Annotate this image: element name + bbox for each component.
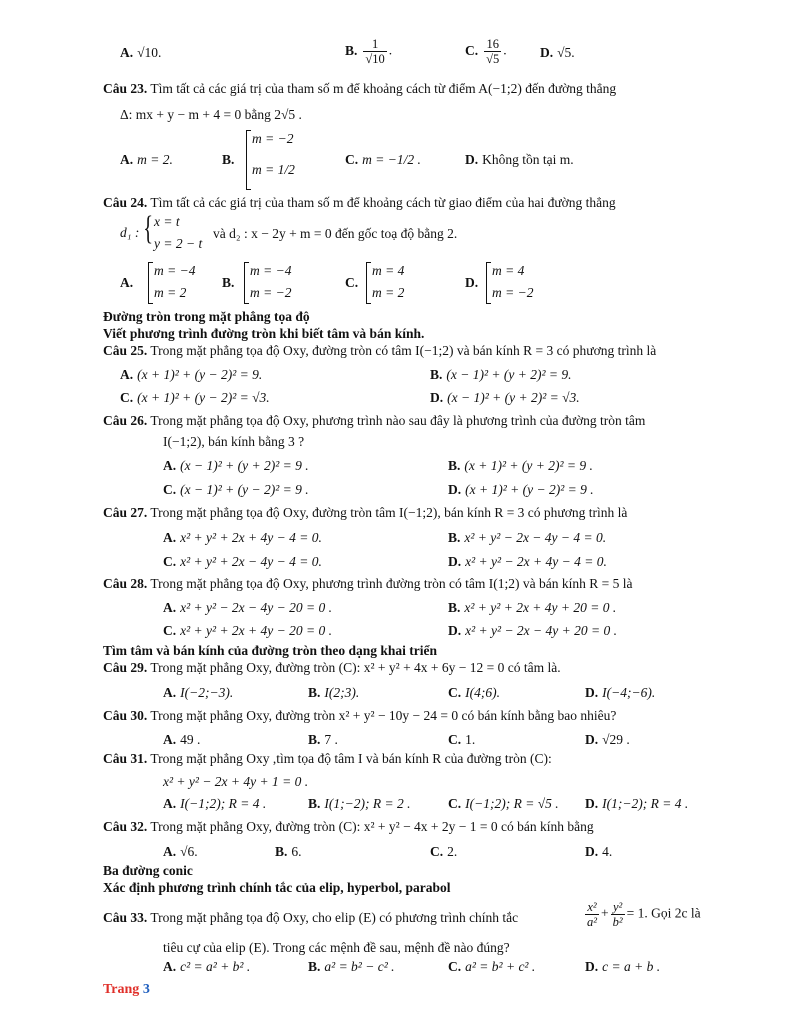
q29-option-b: B. I(2;3). bbox=[308, 685, 360, 700]
q27-option-a: A. x² + y² + 2x + 4y − 4 = 0. bbox=[163, 530, 322, 545]
q30-question: Câu 30. Trong mặt phẳng Oxy, đường tròn x² + y² − 10y − 24 = 0 có bán kính bằng bao nhiêu? bbox=[103, 708, 617, 723]
q32-option-a: A. √6. bbox=[163, 844, 198, 859]
q24-option-b-bracket bbox=[244, 262, 249, 304]
q33-option-d: D. c = a + b . bbox=[585, 959, 661, 974]
q23-question: Câu 23. Tìm tất cả các giá trị của tham số m để khoảng cách từ điểm A(−1;2) đến đường thẳng bbox=[103, 81, 617, 96]
q26-option-b: B. (x + 1)² + (y + 2)² = 9 . bbox=[448, 458, 593, 473]
q24-option-d-bracket bbox=[486, 262, 491, 304]
q26-option-c: C. (x − 1)² + (y − 2)² = 9 . bbox=[163, 482, 309, 497]
q26-question-line2: I(−1;2), bán kính bằng 3 ? bbox=[163, 434, 305, 449]
q32-option-b: B. 6. bbox=[275, 844, 302, 859]
q24-option-c-line2: m = 2 bbox=[372, 285, 405, 300]
q24-option-c-bracket bbox=[366, 262, 371, 304]
q33-option-c: C. a² = b² + c² . bbox=[448, 959, 536, 974]
q25-option-b: B. (x − 1)² + (y + 2)² = 9. bbox=[430, 367, 572, 382]
q28-option-a: A. x² + y² − 2x − 4y − 20 = 0 . bbox=[163, 600, 332, 615]
q24-d1-line1: x = t bbox=[154, 214, 180, 229]
q24-question: Câu 24. Tìm tất cả các giá trị của tham số m để khoảng cách từ giao điểm của hai đường thẳng bbox=[103, 195, 616, 210]
q30-option-b: B. 7 . bbox=[308, 732, 338, 747]
q24-d1-label: d₁ : bbox=[120, 225, 140, 240]
q31-option-d: D. I(1;−2); R = 4 . bbox=[585, 796, 689, 811]
q26-option-a: A. (x − 1)² + (y + 2)² = 9 . bbox=[163, 458, 309, 473]
q24-option-d-key: D. bbox=[465, 275, 479, 290]
q29-question: Câu 29. Trong mặt phẳng Oxy, đường tròn (C): x² + y² + 4x + 6y − 12 = 0 có tâm là. bbox=[103, 660, 561, 675]
q24-option-a-line2: m = 2 bbox=[154, 285, 187, 300]
q22-option-c: C. $\frac{16}{√5}$ . bbox=[465, 37, 507, 66]
section-heading-circle: Đường tròn trong mặt phẳng tọa độ bbox=[103, 309, 310, 324]
q24-option-b-key: B. bbox=[222, 275, 235, 290]
q24-question-line2: và d₂ : x − 2y + m = 0 đến gốc toạ độ bằng 2. bbox=[213, 226, 458, 241]
q27-option-d: D. x² + y² − 2x + 4y − 4 = 0. bbox=[448, 554, 607, 569]
q31-option-c: C. I(−1;2); R = √5 . bbox=[448, 796, 559, 811]
q30-option-a: A. 49 . bbox=[163, 732, 201, 747]
q28-option-d: D. x² + y² − 2x − 4y + 20 = 0 . bbox=[448, 623, 617, 638]
q32-question: Câu 32. Trong mặt phẳng Oxy, đường tròn (C): x² + y² − 4x + 2y − 1 = 0 có bán kính bằng bbox=[103, 819, 594, 834]
page-footer bbox=[103, 982, 150, 998]
q33-ellipse-equation: $\frac{\text{x²}}{\text{a²}}$ + $\frac{\text{y²}}{\text{b²}}$ = 1. Gọi 2c là bbox=[587, 900, 701, 929]
q23-option-c: C. m = −1/2 . bbox=[345, 152, 421, 167]
q33-option-b: B. a² = b² − c² . bbox=[308, 959, 395, 974]
q27-question: Câu 27. Trong mặt phẳng tọa độ Oxy, đường tròn tâm I(−1;2), bán kính R = 3 có phương trình là bbox=[103, 505, 628, 520]
q33-question: Câu 33. Trong mặt phẳng tọa độ Oxy, cho elip (E) có phương trình chính tắc bbox=[103, 910, 519, 925]
q24-option-b-line1: m = −4 bbox=[250, 263, 292, 278]
q25-option-d: D. (x − 1)² + (y + 2)² = √3. bbox=[430, 390, 580, 405]
q24-option-d-line2: m = −2 bbox=[492, 285, 534, 300]
q29-option-a: A. I(−2;−3). bbox=[163, 685, 234, 700]
q27-option-c: C. x² + y² + 2x − 4y − 4 = 0. bbox=[163, 554, 322, 569]
q28-question: Câu 28. Trong mặt phẳng tọa độ Oxy, phương trình đường tròn có tâm I(1;2) và bán kính R = 5 là bbox=[103, 576, 633, 591]
q29-option-d: D. I(−4;−6). bbox=[585, 685, 656, 700]
q24-option-c-key: C. bbox=[345, 275, 359, 290]
section-heading-center-radius: Tìm tâm và bán kính của đường tròn theo dạng khai triển bbox=[103, 643, 438, 658]
q31-question: Câu 31. Trong mặt phẳng Oxy ,tìm tọa độ tâm I và bán kính R của đường tròn (C): bbox=[103, 751, 552, 766]
section-subheading-circle-equation: Viết phương trình đường tròn khi biết tâm và bán kính. bbox=[103, 326, 425, 341]
q24-option-b-line2: m = −2 bbox=[250, 285, 292, 300]
q31-option-b: B. I(1;−2); R = 2 . bbox=[308, 796, 411, 811]
q30-option-d: D. √29 . bbox=[585, 732, 630, 747]
q25-option-c: C. (x + 1)² + (y − 2)² = √3. bbox=[120, 390, 270, 405]
q31-option-a: A. I(−1;2); R = 4 . bbox=[163, 796, 267, 811]
q24-option-a-key: A. bbox=[120, 275, 134, 290]
q23-option-d: D. Không tồn tại m. bbox=[465, 152, 574, 167]
footer-label: Trang bbox=[103, 982, 140, 997]
q26-question: Câu 26. Trong mặt phẳng tọa độ Oxy, phương trình nào sau đây là phương trình của đường tròn tâm bbox=[103, 413, 646, 428]
page-number: 3 bbox=[142, 982, 150, 997]
q33-option-a: A. c² = a² + b² . bbox=[163, 959, 251, 974]
q24-option-a-bracket bbox=[148, 262, 153, 304]
q32-option-d: D. 4. bbox=[585, 844, 613, 859]
q23-option-b-bracket bbox=[246, 130, 251, 190]
q28-option-c: C. x² + y² + 2x + 4y − 20 = 0 . bbox=[163, 623, 332, 638]
q24-option-d-line1: m = 4 bbox=[492, 263, 525, 278]
q24-d1-line2: y = 2 − t bbox=[154, 236, 203, 251]
q23-option-b-line2: m = 1/2 bbox=[252, 162, 295, 177]
q26-option-d: D. (x + 1)² + (y − 2)² = 9 . bbox=[448, 482, 594, 497]
q25-question: Câu 25. Trong mặt phẳng tọa độ Oxy, đường tròn có tâm I(−1;2) và bán kính R = 3 có phương trình là bbox=[103, 343, 657, 358]
q22-option-a: A. √10. bbox=[120, 45, 162, 60]
q24-option-c-line1: m = 4 bbox=[372, 263, 405, 278]
q23-option-b-key: B. bbox=[222, 152, 235, 167]
q24-d1-brace: { bbox=[143, 210, 154, 247]
q23-option-b-line1: m = −2 bbox=[252, 131, 294, 146]
q30-option-c: C. 1. bbox=[448, 732, 476, 747]
section-heading-conic: Ba đường conic bbox=[103, 863, 193, 878]
q23-option-a: A. m = 2. bbox=[120, 152, 173, 167]
q28-option-b: B. x² + y² + 2x + 4y + 20 = 0 . bbox=[448, 600, 617, 615]
q29-option-c: C. I(4;6). bbox=[448, 685, 500, 700]
q22-option-b: B. $\frac{1}{√10}$ . bbox=[345, 37, 393, 66]
q27-option-b: B. x² + y² − 2x − 4y − 4 = 0. bbox=[448, 530, 607, 545]
section-subheading-canonical: Xác định phương trình chính tắc của elip, hyperbol, parabol bbox=[103, 880, 451, 895]
q33-question-line2: tiêu cự của elip (E). Trong các mệnh đề sau, mệnh đề nào đúng? bbox=[163, 940, 510, 955]
q31-question-line2: x² + y² − 2x + 4y + 1 = 0 . bbox=[163, 774, 309, 789]
q25-option-a: A. (x + 1)² + (y − 2)² = 9. bbox=[120, 367, 263, 382]
q23-question-line2: Δ: mx + y − m + 4 = 0 bằng 2√5 . bbox=[120, 107, 302, 122]
q24-option-a-line1: m = −4 bbox=[154, 263, 196, 278]
q22-option-d: D. √5. bbox=[540, 45, 575, 60]
q32-option-c: C. 2. bbox=[430, 844, 458, 859]
